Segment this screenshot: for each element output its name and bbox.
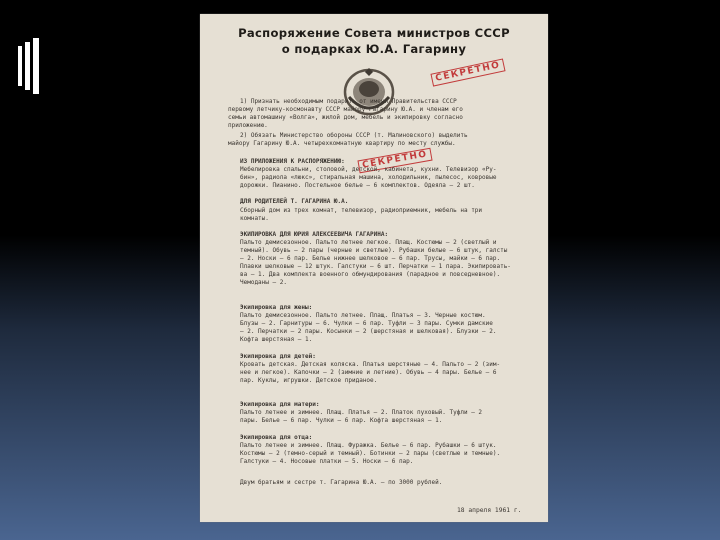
section-heading: Экипировка для жены: xyxy=(240,304,313,311)
text-line: бин», радиола «люкс», стиральная машина, холодильник, пылесос, ковровые xyxy=(240,174,497,181)
text-line: Пальто летнее и зимнее. Плащ. Платья — 2. Платок пуховый. Туфли — 2 xyxy=(240,409,483,416)
text-line: Пальто летнее и зимнее. Плащ. Фуражка. Белье — 6 пар. Рубашки — 6 штук. xyxy=(240,442,497,449)
text-line: Пальто демисезонное. Пальто летнее легкое. Плащ. Костюмы — 2 (светлый и xyxy=(240,239,497,246)
section-heading: ДЛЯ РОДИТЕЛЕЙ Т. ГАГАРИНА Ю.А. xyxy=(240,198,349,205)
text-line: 1) Признать необходимым подарить от имени Правительства СССР xyxy=(240,98,457,105)
text-line: пары. Белье — 6 пар. Чулки — 6 пар. Кофта шерстяная — 1. xyxy=(240,417,443,424)
text-line: — 2. Перчатки — 2 пары. Косынки — 2 (шерстяная и шелковая). Блузки — 2. xyxy=(240,328,497,335)
secret-stamp: СЕКРЕТНО xyxy=(430,58,505,86)
text-line: Галстуки — 4. Носовые платки — 5. Носки — 6 пар. xyxy=(240,458,414,465)
text-line: ва — 1. Два комплекта военного обмундирования (парадное и повседневное). xyxy=(240,271,501,278)
text-line: — 2. Носки — 6 пар. Белье нижнее шелковое — 6 пар. Трусы, майки — 6 пар. xyxy=(240,255,501,262)
text-line: 2) Обязать Министерство обороны СССР (т. Малиновского) выделить xyxy=(240,132,468,139)
section-heading: Экипировка для детей: xyxy=(240,353,316,360)
section-heading: Экипировка для отца: xyxy=(240,434,313,441)
section-heading: Экипировка для матери: xyxy=(240,401,320,408)
text-line: Кровать детская. Детская коляска. Платья шерстяные — 4. Пальто — 2 (зим- xyxy=(240,361,501,368)
decor-bar xyxy=(18,46,22,86)
decor-bar xyxy=(25,42,30,90)
text-line: Блузы — 2. Гарнитуры — 6. Чулки — 6 пар. Туфли — 3 пары. Сумки дамские xyxy=(240,320,493,327)
text-line: Мебелировка спальни, столовой, детской, кабинета, кухни. Телевизор «Ру- xyxy=(240,166,497,173)
text-line: Плавки шелковые — 12 штук. Галстуки — 6 шт. Перчатки — 1 пара. Экипировать- xyxy=(240,263,511,270)
text-line: темный). Обувь — 2 пары (черные и светлые). Рубашки белые — 6 штук, галсты xyxy=(240,247,508,254)
decor-bar xyxy=(33,38,39,94)
text-line: Пальто демисезонное. Пальто летнее. Плащ. Платья — 3. Черные костюм. xyxy=(240,312,486,319)
text-line: Чемоданы — 2. xyxy=(240,279,287,286)
section-heading: ИЗ ПРИЛОЖЕНИЯ К РАСПОРЯЖЕНИЮ: xyxy=(240,158,345,165)
text-line: семьи автомашину «Волга», жилой дом, мебель и экипировку согласно xyxy=(228,114,463,121)
text-line: Кофта шерстяная — 1. xyxy=(240,336,313,343)
text-line: майору Гагарину Ю.А. четырехкомнатную квартиру по месту службы. xyxy=(228,140,456,147)
text-line: Двум братьям и сестре т. Гагарина Ю.А. — по 3000 рублей. xyxy=(240,479,443,486)
text-line: приложению. xyxy=(228,122,268,129)
section-heading: ЭКИПИРОВКА ДЛЯ ЮРИЯ АЛЕКСЕЕВИЧА ГАГАРИНА: xyxy=(240,231,389,238)
text-line: Сборный дом из трех комнат, телевизор, радиоприемник, мебель на три xyxy=(240,207,483,214)
scanned-document xyxy=(200,14,548,522)
secret-stamp: СЕКРЕТНО xyxy=(357,148,432,174)
document-title-line-1: Распоряжение Совета министров СССР xyxy=(238,26,510,40)
text-line: первому летчику-космонавту СССР майору Гагарину Ю.А. и членам его xyxy=(228,106,463,113)
text-line: нее и легкое). Капочки — 2 (зимние и летние). Обувь — 4 пары. Белье — 6 xyxy=(240,369,497,376)
text-line: дорожки. Пианино. Постельное белье — 6 комплектов. Одеяла — 2 шт. xyxy=(240,182,475,189)
text-line: комнаты. xyxy=(240,215,269,222)
document-title-line-2: о подарках Ю.А. Гагарину xyxy=(281,42,467,56)
text-line: пар. Куклы, игрушки. Детское приданое. xyxy=(240,377,378,384)
document-date: 18 апреля 1961 г. xyxy=(457,507,522,514)
text-line: Костюмы — 2 (темно-серый и темный). Ботинки — 2 пары (светлые и темные). xyxy=(240,450,501,457)
